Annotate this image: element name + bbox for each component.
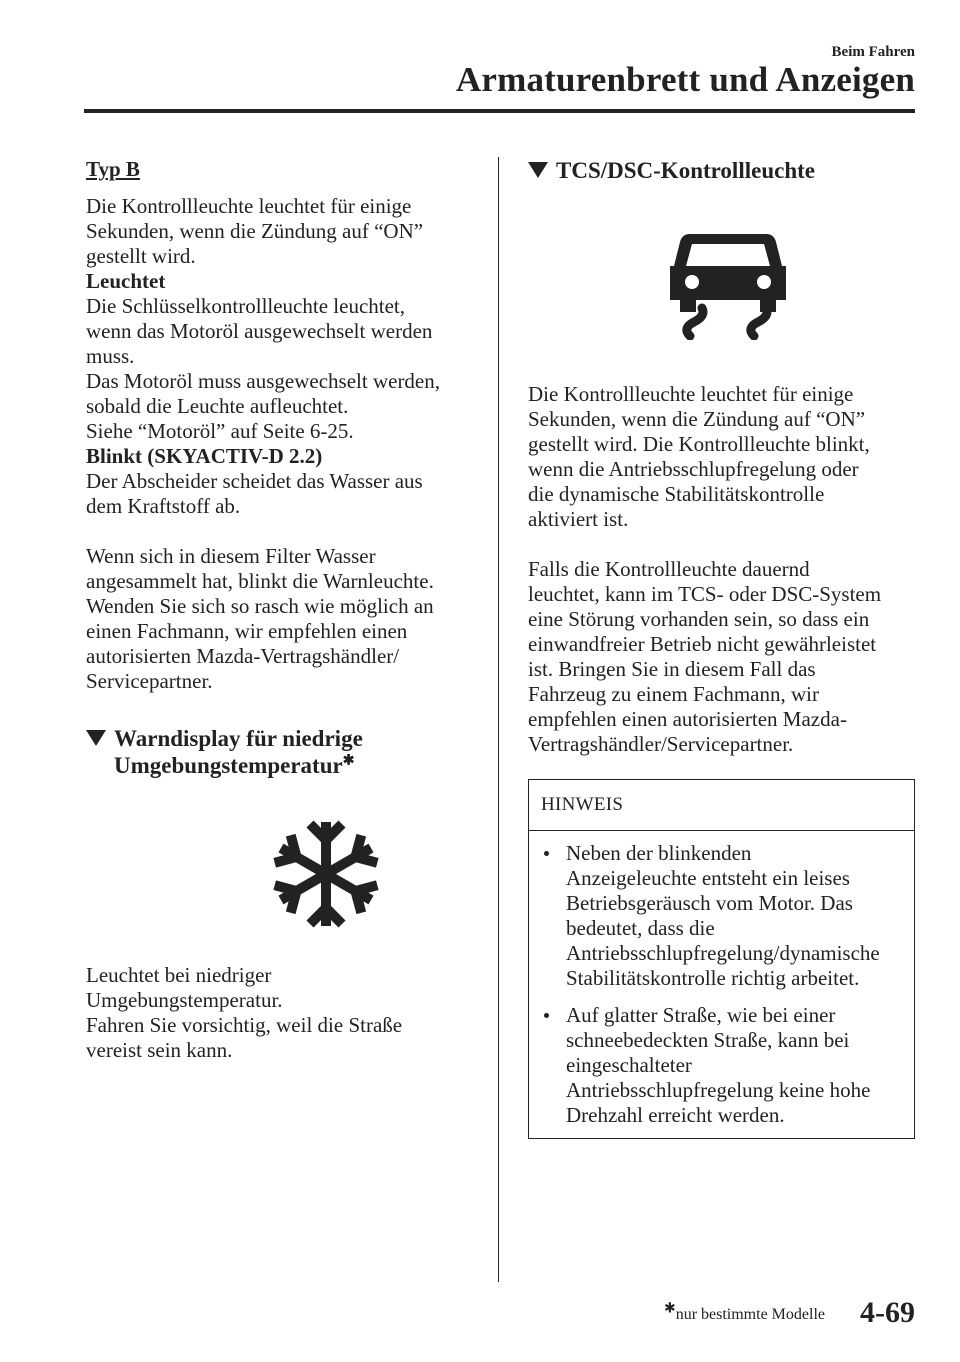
blinkt-paragraph xyxy=(86,469,486,519)
text-line: autorisierten Mazda-Vertragshändler/ xyxy=(86,644,400,668)
skidding-car-icon xyxy=(528,228,928,346)
text-line: Anzeigeleuchte entsteht ein leises xyxy=(566,866,850,890)
text-line: Wenden Sie sich so rasch wie möglich an xyxy=(86,594,434,618)
low-temp-section-heading xyxy=(86,725,486,779)
right-column xyxy=(528,157,928,1139)
blinkt-heading: Blinkt (SKYACTIV-D 2.2) xyxy=(86,444,323,468)
text-line: einwandfreier Betrieb nicht gewährleistet xyxy=(528,632,877,656)
text-line: vereist sein kann. xyxy=(86,1038,233,1062)
text-line: Die Schlüsselkontrollleuchte leuchtet, xyxy=(86,294,405,318)
note-bullet xyxy=(541,841,914,991)
text-line: Das Motoröl muss ausgewechselt werden, xyxy=(86,369,441,393)
text-line: Fahren Sie vorsichtig, weil die Straße xyxy=(86,1013,403,1037)
text-line: Fahrzeug zu einem Fachmann, wir xyxy=(528,682,819,706)
text-line: Servicepartner. xyxy=(86,669,213,693)
text-line: dem Kraftstoff ab. xyxy=(86,494,241,518)
footer-note xyxy=(663,1301,825,1324)
text-line: muss. xyxy=(86,344,135,368)
section-triangle-icon xyxy=(528,162,548,178)
text-line: Neben der blinkenden xyxy=(566,841,752,865)
snowflake-icon xyxy=(86,815,486,939)
text-line: Vertragshändler/Servicepartner. xyxy=(528,732,794,756)
note-title: HINWEIS xyxy=(529,780,914,831)
text-line: einen Fachmann, wir empfehlen einen xyxy=(86,619,408,643)
text-line: Sekunden, wenn die Zündung auf “ON” xyxy=(528,407,866,431)
intro-paragraph xyxy=(86,194,486,269)
text-line: Umgebungstemperatur. xyxy=(86,988,283,1012)
text-line: Wenn sich in diesem Filter Wasser xyxy=(86,544,376,568)
section-triangle-icon xyxy=(86,730,106,746)
page-title: Armaturenbrett und Anzeigen xyxy=(455,60,915,99)
left-column xyxy=(86,157,486,1063)
text-line: gestellt wird. xyxy=(86,244,196,268)
note-box xyxy=(528,779,915,1139)
text-line: wenn das Motoröl ausgewechselt werden xyxy=(86,319,433,343)
typ-b-heading: Typ B xyxy=(86,157,140,181)
footer-note-text: nur bestimmte Modelle xyxy=(675,1306,825,1323)
heading-line: Umgebungstemperatur xyxy=(114,753,343,778)
text-line: Stabilitätskontrolle richtig arbeitet. xyxy=(566,966,860,990)
leuchtet-heading: Leuchtet xyxy=(86,269,166,293)
tcs-section-heading xyxy=(528,157,928,184)
bullet-dot-icon xyxy=(544,851,549,856)
bullet-dot-icon xyxy=(544,1013,549,1018)
text-line: eine Störung vorhanden sein, so dass ein xyxy=(528,607,870,631)
text-line: Falls die Kontrollleuchte dauernd xyxy=(528,557,810,581)
note-bullet xyxy=(541,1003,914,1128)
text-line: empfehlen einen autorisierten Mazda- xyxy=(528,707,847,731)
text-line: sobald die Leuchte aufleuchtet. xyxy=(86,394,349,418)
text-line: wenn die Antriebsschlupfregelung oder xyxy=(528,457,859,481)
text-line: Drehzahl erreicht werden. xyxy=(566,1103,785,1127)
text-line: Antriebsschlupfregelung keine hohe xyxy=(566,1078,871,1102)
column-divider xyxy=(498,157,499,1282)
leuchtet-paragraph xyxy=(86,294,486,444)
heading-line: TCS/DSC-Kontrollleuchte xyxy=(556,158,815,183)
text-line: Der Abscheider scheidet das Wasser aus xyxy=(86,469,423,493)
text-line: leuchtet, kann im TCS- oder DSC-System xyxy=(528,582,882,606)
text-line: Auf glatter Straße, wie bei einer xyxy=(566,1003,836,1027)
text-line: Die Kontrollleuchte leuchtet für einige xyxy=(528,382,854,406)
text-line: ist. Bringen Sie in diesem Fall das xyxy=(528,657,816,681)
snow-paragraph xyxy=(86,963,486,1063)
text-line: Betriebsgeräusch vom Motor. Das xyxy=(566,891,853,915)
note-body xyxy=(529,831,914,1138)
text-line: gestellt wird. Die Kontrollleuchte blinkt, xyxy=(528,432,870,456)
text-line: Antriebsschlupfregelung/dynamische xyxy=(566,941,880,965)
asterisk-mark: ✱ xyxy=(342,753,355,769)
asterisk-mark: ✱ xyxy=(663,1301,676,1317)
text-line: Leuchtet bei niedriger xyxy=(86,963,272,987)
page-number: 4-69 xyxy=(860,1296,915,1329)
heading-line: Warndisplay für niedrige xyxy=(114,726,363,751)
text-line: Sekunden, wenn die Zündung auf “ON” xyxy=(86,219,424,243)
wasser-paragraph xyxy=(86,544,486,694)
header-rule xyxy=(84,109,915,113)
section-label: Beim Fahren xyxy=(831,44,915,60)
text-line: Die Kontrollleuchte leuchtet für einige xyxy=(86,194,412,218)
text-line: angesammelt hat, blinkt die Warnleuchte. xyxy=(86,569,434,593)
text-line: Siehe “Motoröl” auf Seite 6-25. xyxy=(86,419,354,443)
text-line: schneebedeckten Straße, kann bei xyxy=(566,1028,850,1052)
text-line: aktiviert ist. xyxy=(528,507,629,531)
text-line: eingeschalteter xyxy=(566,1053,692,1077)
text-line: die dynamische Stabilitätskontrolle xyxy=(528,482,825,506)
text-line: bedeutet, dass die xyxy=(566,916,715,940)
tcs-paragraph-1 xyxy=(528,382,928,532)
tcs-paragraph-2 xyxy=(528,557,928,757)
